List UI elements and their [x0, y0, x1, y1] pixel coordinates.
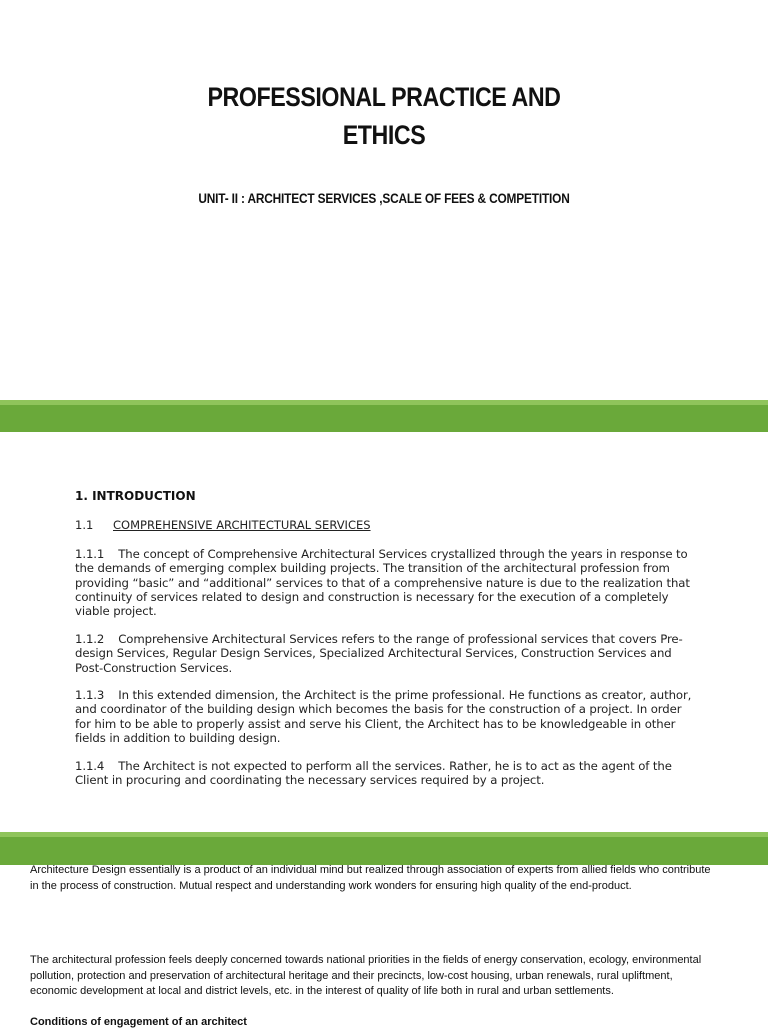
unit-subtitle: UNIT- II : ARCHITECT SERVICES ,SCALE OF FEES & COMPETITION: [198, 191, 570, 206]
paragraph-1-1-2: [75, 632, 695, 675]
title-slide: [0, 0, 768, 400]
paragraph-number: 1.1.1: [75, 547, 105, 561]
introduction-slide: [0, 432, 768, 832]
slide-divider-bar: [0, 400, 768, 432]
subsection-title: COMPREHENSIVE ARCHITECTURAL SERVICES: [113, 518, 371, 532]
paragraph-number: 1.1.3: [75, 688, 105, 702]
conditions-heading: Conditions of engagement of an architect: [30, 1016, 247, 1028]
body-paragraph-design: Architecture Design essentially is a product of an individual mind but realized through association of experts from allied fields who contribute in the process of construction. Mutual respect and understanding work wonders for ensuring high quality of the end-product.: [30, 864, 711, 892]
paragraph-1-1-4: [75, 759, 695, 788]
paragraph-number: 1.1.4: [75, 759, 105, 773]
document-title: [54, 78, 714, 154]
paragraph-1-1-3: [75, 688, 695, 745]
title-line-1: PROFESSIONAL PRACTICE AND: [207, 82, 561, 112]
body-slide: [0, 860, 768, 1028]
paragraph-text: The Architect is not expected to perform all the services. Rather, he is to act as the agent of the Client in procuring and coordinating the necessary services required by a project.: [75, 759, 672, 788]
title-line-2: ETHICS: [342, 120, 426, 150]
paragraph-1-1-1: [75, 547, 695, 618]
subsection-heading: [75, 518, 371, 532]
section-heading: 1. INTRODUCTION: [75, 489, 196, 503]
paragraph-text: The concept of Comprehensive Architectural Services crystallized through the years in response to the demands of emerging complex building projects. The transition of the architectural profession from providing “basic” and “additional” services to that of a comprehensive nature is due to the realization that continuity of services related to design and construction is necessary for the execution of a completely viable project.: [75, 547, 690, 619]
body-paragraph-priorities: The architectural profession feels deeply concerned towards national priorities in the fields of energy conservation, ecology, environmental pollution, protection and preservation of architectural heritage and their precincts, low-cost housing, urban renewals, rural upliftment, economic development at local and district levels, etc. in the interest of quality of life both in rural and urban settlements.: [30, 954, 702, 998]
subsection-number: 1.1: [75, 518, 94, 532]
paragraph-text: Comprehensive Architectural Services refers to the range of professional services that covers Pre-design Services, Regular Design Services, Specialized Architectural Services, Construction Services and Post-Construction Services.: [75, 632, 683, 675]
paragraph-text: In this extended dimension, the Architect is the prime professional. He functions as creator, author, and coordinator of the building design which becomes the basis for the construction of a project. In order for him to be able to properly assist and serve his Client, the Architect has to be knowledgeable in other fields in addition to building design.: [75, 688, 692, 745]
paragraph-number: 1.1.2: [75, 632, 105, 646]
